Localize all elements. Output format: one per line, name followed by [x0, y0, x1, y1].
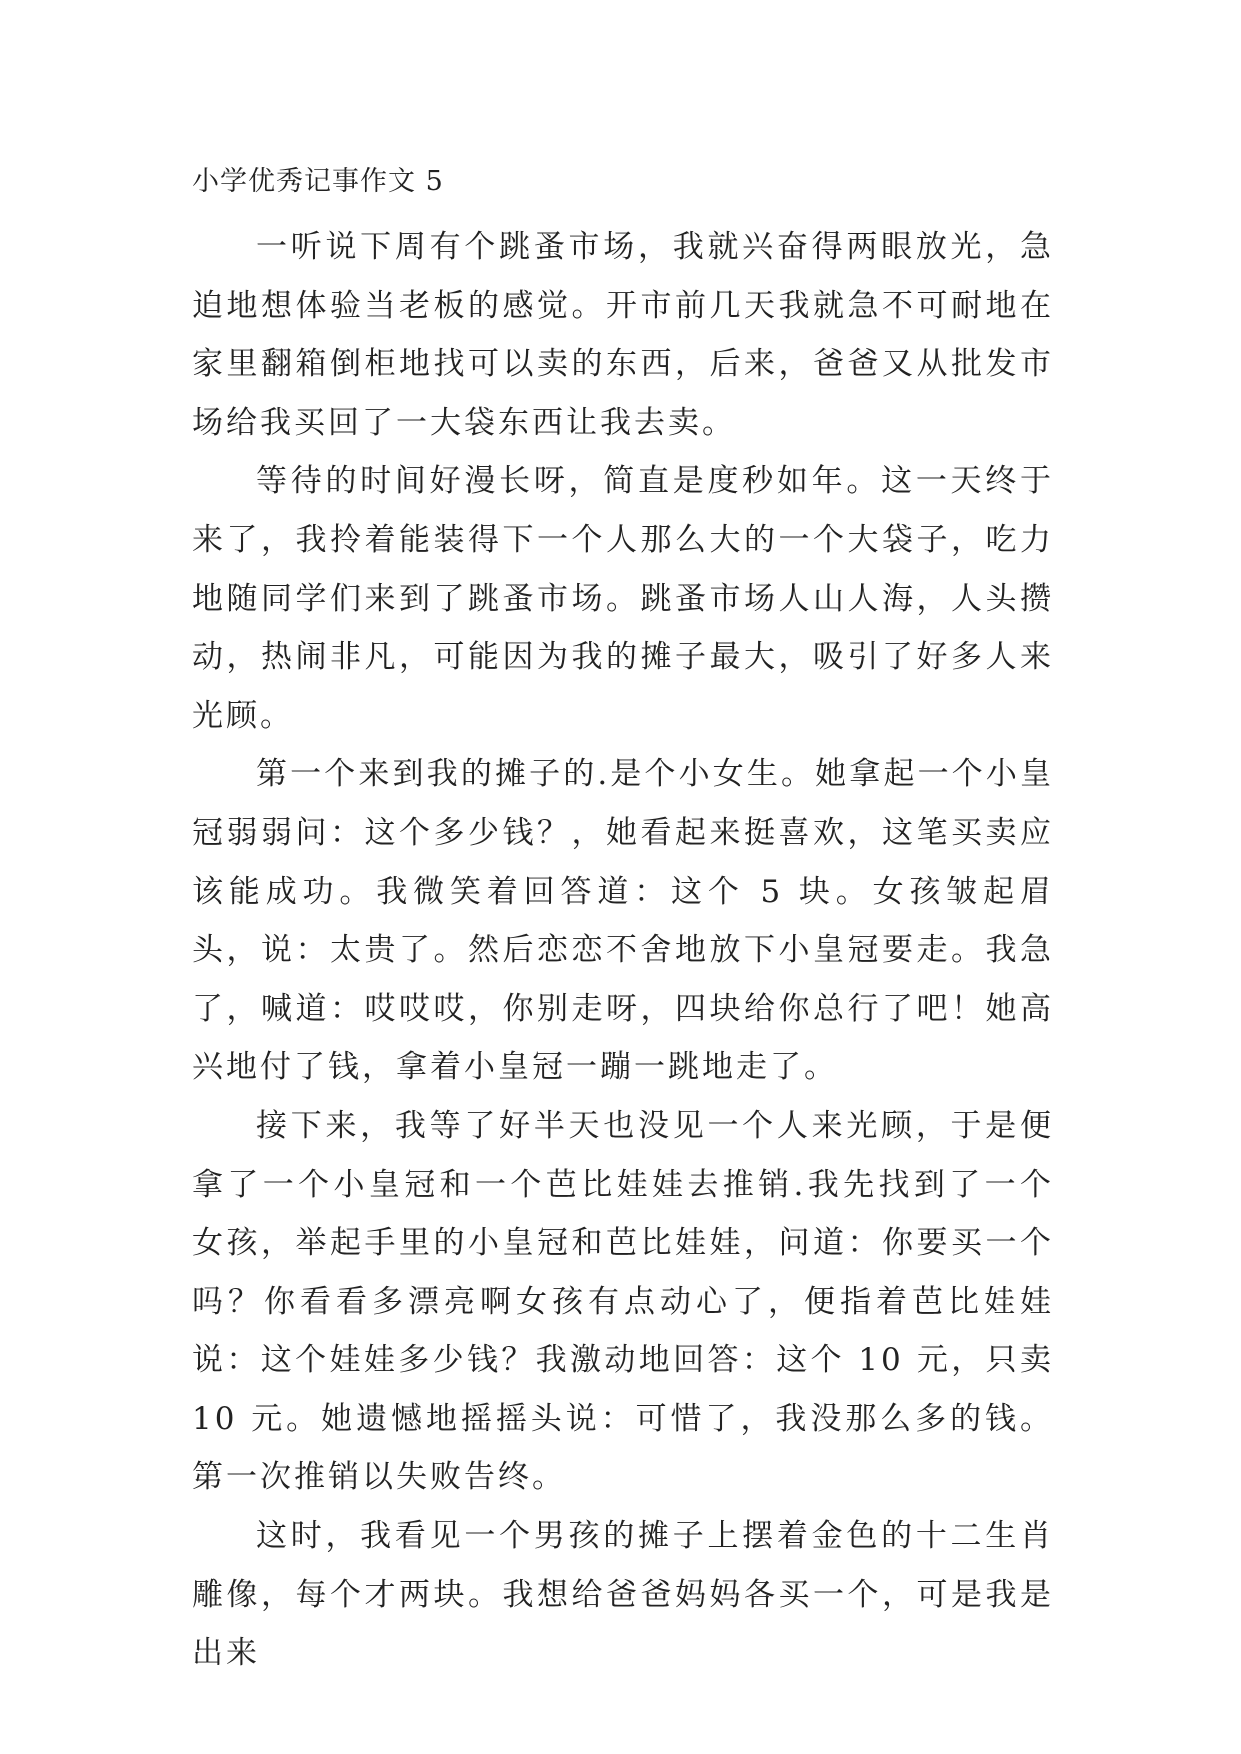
paragraph-5: 这时，我看见一个男孩的摊子上摆着金色的十二生肖雕像，每个才两块。我想给爸爸妈妈各买一个，可是我是出来: [192, 1518, 1054, 1672]
paragraph-2: 等待的时间好漫长呀，简直是度秒如年。这一天终于来了，我拎着能装得下一个人那么大的一个大袋子，吃力地随同学们来到了跳蚤市场。跳蚤市场人山人海，人头攒动，热闹非凡，可能因为我的摊子最大，吸引了好多人来光顾。: [192, 463, 1054, 734]
paragraph-3: 第一个来到我的摊子的.是个小女生。她拿起一个小皇冠弱弱问：这个多少钱？，她看起来挺喜欢，这笔买卖应该能成功。我微笑着回答道：这个 5 块。女孩皱起眉头，说：太贵了。然后恋恋不舍地放下小皇冠要走。我急了，喊道：哎哎哎，你别走呀，四块给你总行了吧！她高兴地付了钱，拿着小皇冠一蹦一跳地走了。: [192, 756, 1054, 1086]
paragraph-4: 接下来，我等了好半天也没见一个人来光顾，于是便拿了一个小皇冠和一个芭比娃娃去推销.我先找到了一个女孩，举起手里的小皇冠和芭比娃娃，问道：你要买一个吗？你看看多漂亮啊女孩有点动心了，便指着芭比娃娃说：这个娃娃多少钱？我激动地回答：这个 10 元，只卖 10 元。她遗憾地摇摇头说：可惜了，我没那么多的钱。第一次推销以失败告终。: [192, 1107, 1054, 1496]
paragraph-1: 一听说下周有个跳蚤市场，我就兴奋得两眼放光，急迫地想体验当老板的感觉。开市前几天我就急不可耐地在家里翻箱倒柜地找可以卖的东西，后来，爸爸又从批发市场给我买回了一大袋东西让我去卖。: [192, 229, 1054, 441]
document-body: [192, 163, 1054, 1683]
document-title: 小学优秀记事作文 5: [192, 166, 444, 197]
